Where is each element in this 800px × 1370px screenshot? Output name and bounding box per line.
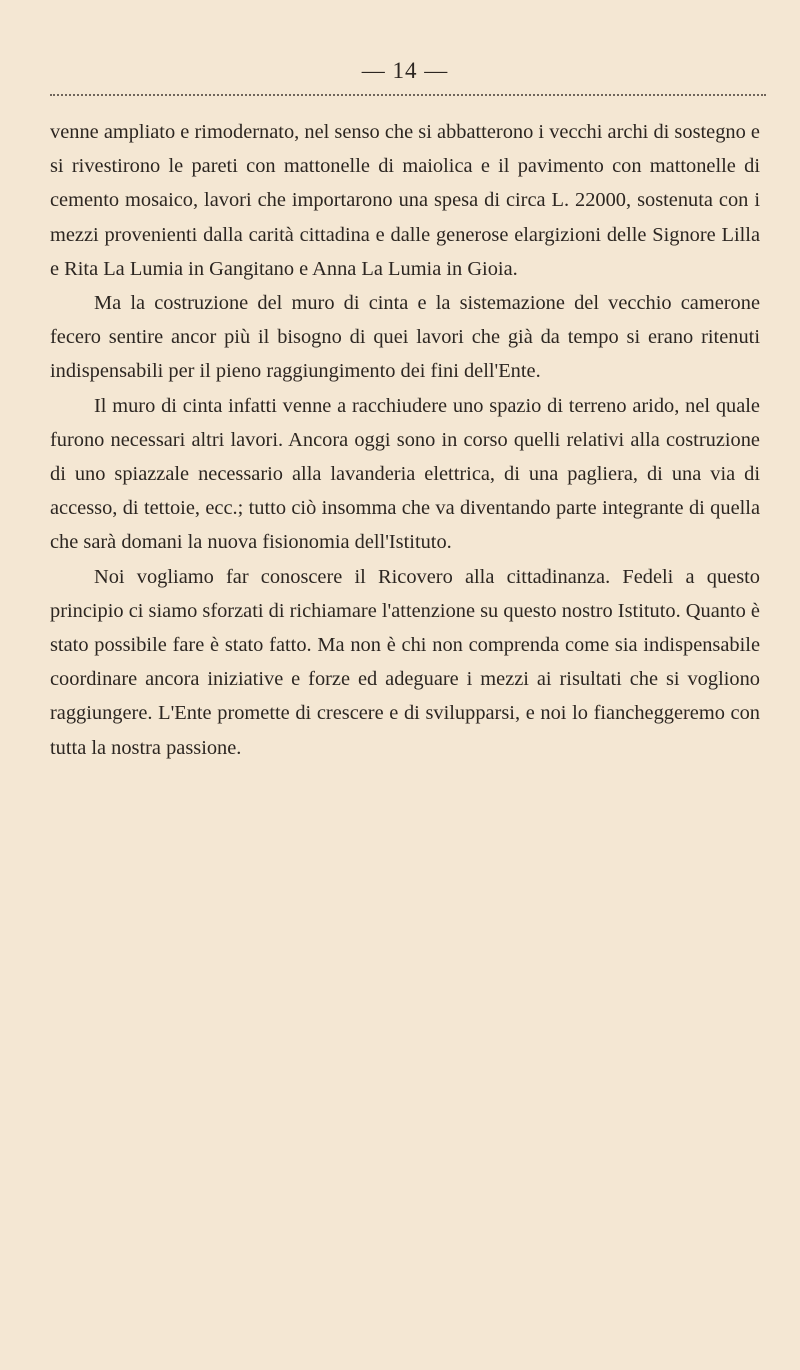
paragraph-4: Noi vogliamo far conoscere il Ricovero alla cittadinanza. Fedeli a questo principio ci siamo sforzati di richiamare l'attenzione su questo nostro Istituto. Quanto è stato possibile fare è stato fatto. Ma non è chi non comprenda come sia indispensabile coordinare ancora iniziative e forze ed adeguare i mezzi ai risultati che si vogliono raggiungere. L'Ente promette di crescere e di svilupparsi, e noi lo fiancheggeremo con tutta la nostra passione. [50, 565, 760, 759]
body-text [50, 115, 760, 765]
paragraph-2: Ma la costruzione del muro di cinta e la sistemazione del vecchio camerone fecero sentire ancor più il bisogno di quei lavori che già da tempo si erano ritenuti indispensabili per il pieno raggiungimento dei fini dell'Ente. [50, 292, 760, 383]
paragraph-1: venne ampliato e rimodernato, nel senso che si abbatterono i vecchi archi di sostegno e si rivestirono le pareti con mattonelle di maiolica e il pavimento con mattonelle di cemento mosaico, lavori che importarono una spesa di circa L. 22000, sostenuta con i mezzi provenienti dalla carità cittadina e dalle generose elargizioni delle Signore Lilla e Rita La Lumia in Gangitano e Anna La Lumia in Gioia. [50, 121, 760, 280]
header-dotted-rule [50, 94, 766, 96]
paragraph-3: Il muro di cinta infatti venne a racchiudere uno spazio di terreno arido, nel quale furono necessari altri lavori. Ancora oggi sono in corso quelli relativi alla costruzione di uno spiazzale necessario alla lavanderia elettrica, di una pagliera, di una via di accesso, di tettoie, ecc.; tutto ciò insomma che va diventando parte integrante di quella che sarà domani la nuova fisionomia dell'Istituto. [50, 394, 760, 554]
page-number: — 14 — [361, 58, 449, 83]
